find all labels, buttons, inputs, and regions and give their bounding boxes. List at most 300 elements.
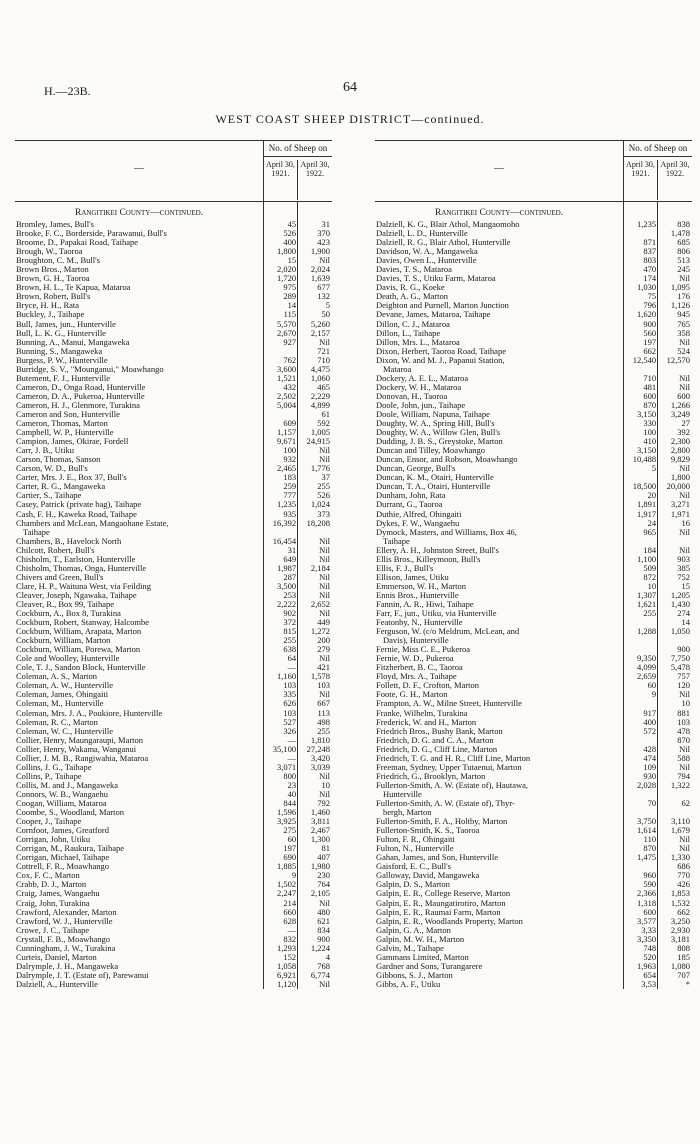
owner-name: Davies, T. S., Utiku Farm, Mataroa bbox=[376, 274, 496, 284]
sheep-1921: 287 bbox=[283, 571, 297, 582]
owner-name: Dalziell, R. G., Blair Athol, Hunterville bbox=[376, 238, 511, 248]
sheep-1921: 2,247 bbox=[276, 888, 297, 899]
sheep-1922: 3,181 bbox=[670, 933, 690, 944]
owner-name: Cornfoot, James, Greatford bbox=[16, 826, 110, 836]
sheep-1921: 259 bbox=[283, 481, 297, 492]
owner-name: Cleaver, Joseph, Ngawaka, Taihape bbox=[16, 590, 137, 600]
table-row bbox=[375, 980, 692, 989]
sheep-1921: 432 bbox=[283, 381, 297, 392]
owner-name: Fannin, A. R., Hiwi, Taihape bbox=[376, 599, 474, 609]
owner-name: Ellison, James, Utiku bbox=[376, 572, 449, 582]
sheep-1922: 185 bbox=[677, 951, 690, 962]
sheep-1922: 10 bbox=[681, 698, 690, 709]
sheep-1922: Nil bbox=[319, 978, 330, 989]
owner-name: Dunham, John, Rata bbox=[376, 491, 446, 501]
sheep-1922: 1,322 bbox=[670, 779, 690, 790]
sheep-1922: 765 bbox=[677, 318, 690, 329]
sheep-1921: 335 bbox=[283, 689, 297, 700]
owner-name: Gaisford, E. C., Bull's bbox=[376, 862, 451, 872]
owner-name: Craig, John, Turakina bbox=[16, 898, 90, 908]
sheep-1922: 2,157 bbox=[310, 327, 330, 338]
sheep-1921: 6,921 bbox=[276, 969, 297, 980]
sheep-1922: 881 bbox=[677, 707, 690, 718]
sheep-1922: 113 bbox=[317, 707, 330, 718]
owner-name: Franke, Wilhelm, Turakina bbox=[376, 708, 468, 718]
sheep-1922: 27,248 bbox=[306, 743, 330, 754]
sheep-1921: 10 bbox=[647, 580, 657, 591]
owner-name: Corrigan, John, Utiku bbox=[16, 835, 91, 845]
sheep-1921: 2,659 bbox=[636, 671, 657, 682]
owner-name: Ellery, A. H., Johnston Street, Bull's bbox=[376, 545, 499, 555]
sheep-1922: 14 bbox=[681, 617, 690, 628]
table-row bbox=[375, 727, 692, 736]
sheep-1922: 808 bbox=[677, 942, 690, 953]
sheep-1921: 872 bbox=[643, 571, 657, 582]
sheep-1922: 478 bbox=[677, 725, 690, 736]
owner-name: Cameron, D., Onga Road, Hunterville bbox=[16, 382, 146, 392]
sheep-1922: Nil bbox=[679, 743, 690, 754]
owner-name: Ennis Bros., Hunterville bbox=[376, 590, 459, 600]
owner-name: Galpin, E. R., Maungatirotiro, Marton bbox=[376, 898, 506, 908]
table-row bbox=[375, 283, 692, 292]
sheep-1922: 9,829 bbox=[670, 454, 690, 465]
table-row bbox=[15, 980, 332, 989]
sheep-1922: Nil bbox=[679, 463, 690, 474]
sheep-1921: 64 bbox=[287, 653, 297, 664]
sheep-1922: 62 bbox=[681, 798, 690, 808]
sheep-1921: 214 bbox=[283, 897, 297, 908]
owner-name: Cockburn, A., Box 8, Turakina bbox=[16, 609, 121, 619]
sheep-1922: 279 bbox=[317, 644, 330, 655]
sheep-1922: Nil bbox=[319, 255, 330, 266]
owner-name: Gibbons, S. J., Marton bbox=[376, 970, 453, 980]
right-table bbox=[375, 140, 692, 989]
sheep-1921: 2,020 bbox=[276, 264, 297, 275]
sheep-1921: — bbox=[287, 752, 297, 763]
owner-name: Dalziell, L. D., Hunterville bbox=[376, 229, 468, 239]
owner-name: Carter, Mrs. J. E., Box 37, Bull's bbox=[16, 473, 127, 483]
owner-name: Coleman, M., Hunterville bbox=[16, 699, 104, 709]
owner-name: Duncan, T. A., Otairi, Hunterville bbox=[376, 482, 491, 492]
year-1922-header: April 30, 1922. bbox=[300, 160, 330, 178]
sheep-1921: 4,099 bbox=[636, 662, 657, 673]
sheep-1922: 526 bbox=[317, 490, 330, 501]
sheep-1922: 4,475 bbox=[310, 363, 330, 374]
owner-name: Doughty, W. A., Willow Glen, Bull's bbox=[376, 428, 501, 438]
sheep-1922: 3,420 bbox=[310, 752, 330, 763]
sheep-1922: Nil bbox=[319, 689, 330, 700]
sheep-1921: 2,465 bbox=[276, 463, 297, 474]
sheep-1922: 794 bbox=[677, 770, 690, 781]
sheep-1921: 14 bbox=[287, 300, 297, 311]
table-row bbox=[375, 672, 692, 681]
sheep-1921: 3,350 bbox=[636, 933, 657, 944]
sheep-1921: 1,235 bbox=[636, 219, 657, 229]
owner-name: Chambers, B., Havelock North bbox=[16, 536, 122, 546]
sheep-1921: 31 bbox=[287, 544, 297, 555]
owner-name: Davies, Owen L., Hunterville bbox=[376, 256, 477, 266]
owner-name: Corrigan, Michael, Taihape bbox=[16, 853, 110, 863]
owner-name: Doughty, W. A., Spring Hill, Bull's bbox=[376, 419, 495, 429]
owner-name: Emmerson, W. H., Marton bbox=[376, 581, 466, 591]
owner-name: Dalrymple, J. H., Mangaweka bbox=[16, 961, 119, 971]
table-row bbox=[375, 681, 692, 690]
sheep-1921: — bbox=[287, 662, 297, 673]
owner-name: Burridge, S. V., "Mounganui," Moawhango bbox=[16, 364, 164, 374]
sheep-1922: Nil bbox=[319, 336, 330, 347]
owner-name: Curteis, Daniel, Marton bbox=[16, 952, 97, 962]
owner-name: Gibbs, A. F., Utiku bbox=[376, 979, 441, 989]
owner-name: Duncan and Tilley, Moawhango bbox=[376, 446, 485, 456]
table-body bbox=[375, 202, 692, 989]
sheep-1922: 685 bbox=[677, 237, 690, 248]
sheep-1922: 37 bbox=[321, 472, 330, 483]
sheep-1921: 9 bbox=[291, 870, 297, 881]
owner-name: Davies, T. S., Mataroa bbox=[376, 265, 452, 275]
sheep-1921: 24 bbox=[647, 517, 657, 528]
owner-name: Frampton, A. W., Milne Street, Hunterville bbox=[376, 699, 522, 709]
owner-name: Brown, G. H., Taoroa bbox=[16, 274, 90, 284]
sheep-1922: 132 bbox=[317, 291, 330, 302]
sheep-1922: 3,110 bbox=[671, 816, 690, 827]
sheep-1922: 245 bbox=[677, 264, 690, 275]
owner-name: Fullerton-Smith, K. S., Taoroa bbox=[376, 826, 480, 836]
sheep-1922: 838 bbox=[677, 219, 690, 229]
owner-name: Gahan, James, and Son, Hunterville bbox=[376, 853, 499, 863]
sheep-1922: 81 bbox=[321, 843, 330, 854]
sheep-1921: 1,620 bbox=[636, 309, 657, 320]
owner-name: Casey, Patrick (private bag), Taihape bbox=[16, 500, 142, 510]
sheep-1921: 3,33 bbox=[641, 924, 657, 935]
sheep-1922: 677 bbox=[317, 282, 330, 293]
sheep-1921: 803 bbox=[643, 255, 657, 266]
table-row bbox=[15, 745, 332, 754]
sheep-1922: Nil bbox=[319, 544, 330, 555]
sheep-1922: 176 bbox=[677, 291, 690, 302]
owner-name: Cameron, D. A., Pukeroa, Hunterville bbox=[16, 391, 145, 401]
sheep-1922: Nil bbox=[679, 761, 690, 772]
owner-name: Duncan, George, Bull's bbox=[376, 464, 456, 474]
sheep-1921: 638 bbox=[283, 644, 297, 655]
owner-name: Brough, W., Taoroa bbox=[16, 247, 83, 257]
sheep-1922: 1,095 bbox=[670, 282, 690, 293]
sheep-1922: Nil bbox=[679, 843, 690, 854]
sheep-1922: 423 bbox=[317, 237, 330, 248]
owner-name: Carson, W. D., Bull's bbox=[16, 464, 88, 474]
sheep-1922: 2,467 bbox=[310, 825, 330, 836]
sheep-1921: 1,120 bbox=[276, 978, 297, 989]
sheep-1922: 834 bbox=[317, 924, 330, 935]
owner-name: Cooper, J., Taihape bbox=[16, 817, 82, 827]
owner-name: Cottrell, F. R., Moawhango bbox=[16, 862, 110, 872]
sheep-1922: 5,478 bbox=[670, 662, 690, 673]
sheep-1921: 1,160 bbox=[276, 671, 297, 682]
sheep-1922: 1,266 bbox=[670, 399, 690, 410]
sheep-1921: 100 bbox=[643, 427, 657, 438]
sheep-1922: 3,039 bbox=[310, 761, 330, 772]
sheep-1922: 50 bbox=[321, 309, 330, 320]
sheep-1921: 9,350 bbox=[636, 653, 657, 664]
owner-name: Brooke, F. C., Borderside, Parawanui, Bull's bbox=[16, 229, 167, 239]
left-table bbox=[15, 140, 332, 989]
sheep-1921: 927 bbox=[283, 336, 297, 347]
sheep-1921: 70 bbox=[647, 798, 657, 808]
table-row bbox=[375, 482, 692, 491]
sheep-1921: 400 bbox=[283, 237, 297, 248]
sheep-1921: 1,987 bbox=[276, 562, 297, 573]
sheep-1922: 806 bbox=[677, 246, 690, 257]
owner-name: Cash, F. H., Kaweka Road, Taihape bbox=[16, 509, 137, 519]
table-row bbox=[375, 356, 692, 365]
owner-name: Ferguson, W. (c/o Meldrum, McLean, and bbox=[376, 627, 520, 637]
owner-name: Fulton, F. R., Ohingaiti bbox=[376, 835, 455, 845]
sheep-1922: 16 bbox=[681, 517, 690, 528]
table-row bbox=[15, 519, 332, 528]
owner-name: Chilcott, Robert, Bull's bbox=[16, 545, 95, 555]
owner-name: Fullerton-Smith, A. W. (Estate of), Thyr- bbox=[376, 799, 515, 808]
sheep-1922: Nil bbox=[319, 571, 330, 582]
sheep-1921: 5 bbox=[651, 463, 657, 474]
sheep-1922: 1,330 bbox=[670, 852, 690, 863]
sheep-1922: 662 bbox=[677, 906, 690, 917]
sheep-1921: 626 bbox=[283, 698, 297, 709]
owner-name: Brown, H. L., Te Kapua, Mataroa bbox=[16, 283, 131, 293]
sheep-1921: 1,720 bbox=[276, 273, 297, 284]
sheep-1921: 590 bbox=[643, 879, 657, 890]
table-row bbox=[375, 609, 692, 618]
owner-name: Durrant, G., Taoroa bbox=[376, 500, 443, 510]
sheep-1921: 748 bbox=[643, 942, 657, 953]
sheep-1922: 2,930 bbox=[670, 924, 690, 935]
sheep-1922: Nil bbox=[679, 689, 690, 700]
sheep-1921: 289 bbox=[283, 291, 297, 302]
sheep-1922: 358 bbox=[677, 327, 690, 338]
sheep-1922: 7,750 bbox=[670, 653, 690, 664]
sheep-1922: 1,005 bbox=[310, 427, 330, 438]
owner-name: Davis, R. G., Koeke bbox=[376, 283, 445, 293]
sheep-1921: 930 bbox=[643, 770, 657, 781]
sheep-1922: 103 bbox=[317, 680, 330, 691]
table-row bbox=[375, 853, 692, 862]
sheep-1921: 902 bbox=[283, 608, 297, 619]
owner-name: Broome, D., Papakai Road, Taihape bbox=[16, 238, 138, 248]
sheep-1921: 1,475 bbox=[636, 852, 657, 863]
sheep-1922: 392 bbox=[677, 427, 690, 438]
sheep-1921: 60 bbox=[647, 680, 657, 691]
sheep-1921: 3,150 bbox=[636, 445, 657, 456]
sheep-1921: 832 bbox=[283, 933, 297, 944]
sheep-1922: 498 bbox=[317, 716, 330, 727]
sheep-1921: 2,028 bbox=[636, 779, 657, 790]
sheep-1922: Nil bbox=[679, 834, 690, 845]
sheep-1922: Nil bbox=[679, 490, 690, 501]
owner-name: Dudding, J. B. S., Greystoke, Marton bbox=[376, 437, 503, 447]
owner-name: Butement, F. J., Hunterville bbox=[16, 373, 110, 383]
owner-name: Cockburn, William, Arapata, Marton bbox=[16, 627, 142, 637]
sheep-1922: Nil bbox=[319, 897, 330, 908]
sheep-1921: 100 bbox=[283, 445, 297, 456]
sheep-1921: 654 bbox=[643, 969, 657, 980]
sheep-1921: 5,570 bbox=[276, 318, 297, 329]
sheep-1921: 800 bbox=[283, 770, 297, 781]
sheep-1922: Nil bbox=[679, 544, 690, 555]
owner-name: Campion, James, Okirae, Fordell bbox=[16, 437, 129, 447]
owner-name: Taihape bbox=[23, 527, 50, 537]
owner-name: Doole, William, Napuna, Taihape bbox=[376, 409, 490, 419]
sheep-1921: 932 bbox=[283, 454, 297, 465]
table-row bbox=[15, 338, 332, 347]
sheep-1921: 3,500 bbox=[276, 580, 297, 591]
sheep-1922: 2,652 bbox=[310, 598, 330, 609]
sheep-1922: 1,080 bbox=[670, 960, 690, 971]
owner-name: Clare, H. P., Waituna West, via Feilding bbox=[16, 581, 152, 591]
sheep-1922: 103 bbox=[677, 716, 690, 727]
owner-name: Death, A. G., Marton bbox=[376, 292, 449, 302]
sheep-1922: 3,271 bbox=[670, 499, 690, 510]
sheep-1922: 407 bbox=[317, 852, 330, 863]
owner-name: Davidson, W. A., Mangaweka bbox=[376, 247, 478, 257]
owner-name: Craig, James, Wangaehu bbox=[16, 889, 100, 899]
sheep-1922: 3,250 bbox=[670, 915, 690, 926]
sheep-1921: 1,891 bbox=[636, 499, 657, 510]
owner-name: Cleaver, R., Box 99, Taihape bbox=[16, 599, 115, 609]
sheep-1921: 917 bbox=[643, 707, 657, 718]
owner-name: Burgess, P. W., Hunterville bbox=[16, 355, 108, 365]
sheep-1921: 174 bbox=[643, 273, 657, 284]
owner-name: Farr, F., jun., Utiku, via Hunterville bbox=[376, 609, 497, 619]
owner-name: Friedrich Bros., Bushy Bank, Marton bbox=[376, 726, 503, 736]
owner-name: Corrigan, M., Raukura, Taihape bbox=[16, 844, 125, 854]
sheep-1922: Nil bbox=[319, 535, 330, 546]
owner-name: Crabb, D. J., Marton bbox=[16, 880, 87, 890]
sheep-1921: 372 bbox=[283, 617, 297, 628]
year-1922-header: April 30, 1922. bbox=[660, 160, 690, 178]
sheep-1921: 520 bbox=[643, 951, 657, 962]
sheep-1922: 770 bbox=[677, 870, 690, 881]
page-number: 64 bbox=[343, 80, 357, 95]
sheep-1922: 120 bbox=[677, 680, 690, 691]
sheep-1921: 2,670 bbox=[276, 327, 297, 338]
sheep-1922: 370 bbox=[317, 228, 330, 239]
sheep-1922: 1,639 bbox=[310, 273, 330, 284]
owner-name: Duthie, Alfred, Ohingaiti bbox=[376, 509, 462, 519]
sheep-1921: 20 bbox=[647, 490, 657, 501]
sheep-1921: 1,235 bbox=[276, 499, 297, 510]
owner-name: Galpin, G. A., Marton bbox=[376, 925, 451, 935]
sheep-1921: 870 bbox=[643, 399, 657, 410]
table-row bbox=[15, 917, 332, 926]
sheep-1922: 4,899 bbox=[310, 399, 330, 410]
owner-name: Gammans Limited, Marton bbox=[376, 952, 469, 962]
owner-name: Dymock, Masters, and Williams, Box 46, bbox=[376, 527, 517, 537]
table-header bbox=[375, 140, 692, 202]
sheep-1921: 18,500 bbox=[632, 481, 657, 492]
owner-name: Collier, J. M. B., Rangiwahia, Mataroa bbox=[16, 753, 149, 763]
owner-name: Galpin, E. R., Raumai Farm, Marton bbox=[376, 907, 501, 917]
sheep-1921 bbox=[623, 636, 658, 645]
owner-name: Cunningham, J. W., Turakina bbox=[16, 943, 116, 953]
sheep-1922: 1,060 bbox=[310, 372, 330, 383]
sheep-1921: 660 bbox=[283, 906, 297, 917]
table-header bbox=[15, 140, 332, 202]
sheep-1921: 2,502 bbox=[276, 390, 297, 401]
sheep-1921: 3,600 bbox=[276, 363, 297, 374]
sheep-1921: 975 bbox=[283, 282, 297, 293]
table-row bbox=[375, 220, 692, 229]
sheep-1921: 1,963 bbox=[636, 960, 657, 971]
sheep-1922: 5,260 bbox=[310, 318, 330, 329]
owner-name: Galvin, M., Taihape bbox=[376, 943, 444, 953]
sheep-1921: 3,577 bbox=[636, 915, 657, 926]
sheep-1921: 183 bbox=[283, 472, 297, 483]
owner-name: Cox, F. C., Marton bbox=[16, 871, 80, 881]
sheep-1922: 1,853 bbox=[670, 888, 690, 899]
owner-name: Duncan, Ensor, and Robson, Moawhango bbox=[376, 455, 518, 465]
sheep-1921: 560 bbox=[643, 327, 657, 338]
owner-name: Collier, Henry, Wakama, Wanganui bbox=[16, 744, 137, 754]
sheep-1922: 1,810 bbox=[310, 734, 330, 745]
table-body bbox=[15, 202, 332, 989]
owner-name: Buckley, J., Taihape bbox=[16, 310, 85, 320]
sheep-1922: 1,776 bbox=[310, 463, 330, 474]
table-row bbox=[375, 781, 692, 790]
sheep-1922: 1,800 bbox=[670, 472, 690, 483]
sheep-1922: Nil bbox=[319, 770, 330, 781]
owner-name: Friedrich, D. G. and C. A., Marton bbox=[376, 735, 494, 745]
sheep-1921: — bbox=[287, 924, 297, 935]
sheep-1922: 870 bbox=[677, 734, 690, 745]
sheep-1921: 428 bbox=[643, 743, 657, 754]
sheep-1922: 12,570 bbox=[666, 354, 690, 365]
sheep-1922: 903 bbox=[677, 553, 690, 564]
owner-name: Ellis Bros., Killeymoon, Bull's bbox=[376, 554, 481, 564]
owner-name: Broughton, C. M., Bull's bbox=[16, 256, 100, 266]
sheep-1921: 1,885 bbox=[276, 861, 297, 872]
sheep-1922: Nil bbox=[679, 336, 690, 347]
sheep-1921: 1,917 bbox=[636, 508, 657, 519]
sheep-1921: 1,307 bbox=[636, 589, 657, 600]
sheep-1921: 3,925 bbox=[276, 816, 297, 827]
sheep-1922: 1,980 bbox=[310, 861, 330, 872]
sheep-1921: 1,058 bbox=[276, 960, 297, 971]
owner-name: Freeman, Sydney, Upper Tutaenui, Marton bbox=[376, 762, 522, 772]
sheep-1921: 474 bbox=[643, 752, 657, 763]
sheep-1921: 870 bbox=[643, 843, 657, 854]
sheep-1922: 513 bbox=[677, 255, 690, 266]
owner-name: Bryce, H. H., Rata bbox=[16, 301, 80, 311]
owner-name: Crowe, J. C., Taihape bbox=[16, 925, 90, 935]
owner-name: Galpin, E. R., Woodlands Property, Marton bbox=[376, 916, 523, 926]
sheep-1921: 12,540 bbox=[632, 354, 657, 365]
sheep-1921: 600 bbox=[643, 906, 657, 917]
sheep-1921: 1,288 bbox=[636, 626, 657, 637]
sheep-1922: 2,184 bbox=[310, 562, 330, 573]
sheep-1921: 115 bbox=[283, 309, 297, 320]
sheep-1921: 103 bbox=[283, 707, 297, 718]
sheep-1922: Nil bbox=[679, 381, 690, 392]
sheep-1921: 3,53 bbox=[641, 978, 657, 989]
sheep-1922: 373 bbox=[317, 508, 330, 519]
table-row bbox=[15, 401, 332, 410]
owner-name: bergh, Marton bbox=[383, 808, 432, 818]
sheep-1921: 1,502 bbox=[276, 879, 297, 890]
sheep-1922: 592 bbox=[317, 418, 330, 429]
owner-name: Hunterville bbox=[383, 789, 422, 799]
owner-name: Dixon, W. and M. J., Papanui Station, bbox=[376, 355, 505, 365]
sheep-1921: 837 bbox=[643, 246, 657, 257]
sheep-1922: 10 bbox=[321, 779, 330, 790]
table-row bbox=[375, 690, 692, 699]
